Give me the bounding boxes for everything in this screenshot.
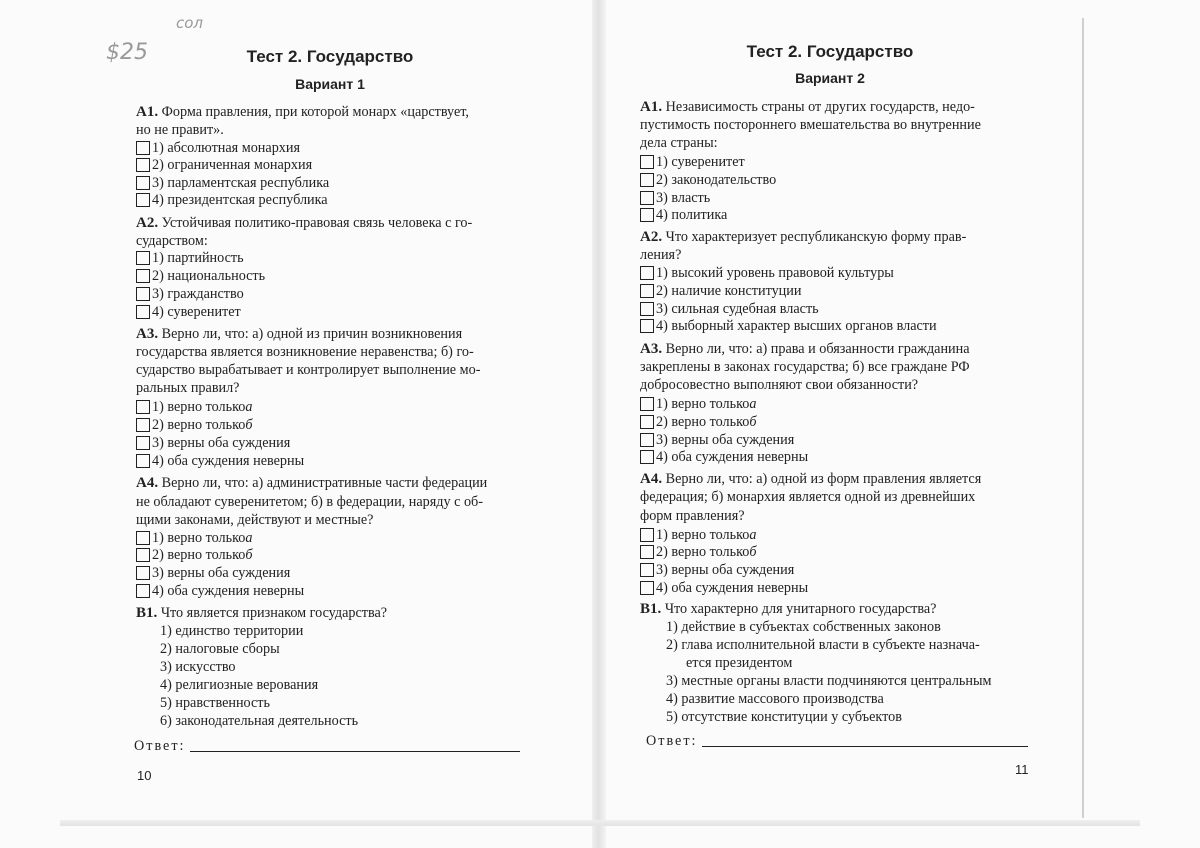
checkbox[interactable] [136,548,150,562]
list-item: 4) религиозные верования [160,677,319,693]
checkbox[interactable] [640,450,654,464]
answer-option[interactable]: 2) ограниченная монархия [136,156,312,174]
checkbox[interactable] [136,436,150,450]
list-item: 4) развитие массового производства [666,691,884,707]
list-item: ется президентом [686,655,793,671]
list-item: 2) налоговые сборы [160,641,280,657]
variant-heading: Вариант 1 [295,76,365,92]
answer-option[interactable]: 3) верны оба суждения [640,431,794,449]
page-number: 11 [1015,762,1029,777]
question-a1: А1. Форма правления, при которой монарх «царствует, [136,104,469,120]
answer-option[interactable]: 1) верно только а [136,529,252,547]
checkbox[interactable] [640,581,654,595]
checkbox[interactable] [640,266,654,280]
list-item: 5) нравственность [160,695,270,711]
question-text: форм правления? [640,508,745,524]
question-a3: А3. Верно ли, что: а) одной из причин возникновения [136,326,463,342]
checkbox[interactable] [136,531,150,545]
checkbox[interactable] [136,400,150,414]
question-b1: В1. Что является признаком государства? [136,605,388,621]
checkbox[interactable] [640,155,654,169]
question-text: государства является возникновение неравенства; б) го- [136,344,474,360]
checkbox[interactable] [136,158,150,172]
question-a2: А2. Устойчивая политико-правовая связь человека с го- [136,215,473,231]
answer-option[interactable]: 2) верно только б [640,543,756,561]
answer-option[interactable]: 1) суверенитет [640,153,745,171]
checkbox[interactable] [640,191,654,205]
checkbox[interactable] [136,418,150,432]
answer-option[interactable]: 1) высокий уровень правовой культуры [640,264,894,282]
answer-option[interactable]: 4) оба суждения неверны [136,582,304,600]
question-text: не обладают суверенитетом; б) в федерации, наряду с об- [136,494,484,510]
checkbox[interactable] [640,173,654,187]
answer-option[interactable]: 3) верны оба суждения [136,434,290,452]
question-text: но не правит». [136,122,224,138]
question-text: пустимость постороннего вмешательства во внутренние [640,117,981,133]
question-text: сударством: [136,233,208,249]
question-text: федерация; б) монархия является одной из древнейших [640,489,976,505]
question-text: добросовестно выполняют свои обязанности? [640,377,919,393]
answer-option[interactable]: 3) власть [640,189,710,207]
checkbox[interactable] [640,208,654,222]
checkbox[interactable] [136,566,150,580]
answer-option[interactable]: 2) законодательство [640,171,776,189]
list-item: 3) искусство [160,659,236,675]
checkbox[interactable] [640,284,654,298]
question-text: щими законами, действуют и местные? [136,512,374,528]
answer-option[interactable]: 3) гражданство [136,285,244,303]
answer-option[interactable]: 1) партийность [136,249,244,267]
question-a2: А2. Что характеризует республиканскую форму прав- [640,229,967,245]
checkbox[interactable] [136,176,150,190]
list-item: 5) отсутствие конституции у субъектов [666,709,902,725]
answer-option[interactable]: 4) оба суждения неверны [136,452,304,470]
question-b1: В1. Что характерно для унитарного государства? [640,601,937,617]
checkbox[interactable] [136,141,150,155]
checkbox[interactable] [640,528,654,542]
checkbox[interactable] [136,193,150,207]
answer-option[interactable]: 3) парламентская республика [136,174,329,192]
question-a4: А4. Верно ли, что: а) административные части федерации [136,475,488,491]
list-item: 1) единство территории [160,623,304,639]
answer-option[interactable]: 2) верно только б [136,546,252,564]
handwritten-note: $25 [106,40,148,65]
answer-option[interactable]: 4) политика [640,206,727,224]
page-edge-bottom [60,820,1140,826]
answer-option[interactable]: 4) выборный характер высших органов власти [640,317,937,335]
checkbox[interactable] [640,397,654,411]
question-text: ления? [640,247,682,263]
checkbox[interactable] [136,269,150,283]
variant-heading: Вариант 2 [795,70,865,86]
question-text: ральных правил? [136,380,240,396]
answer-option[interactable]: 4) суверенитет [136,303,241,321]
answer-option[interactable]: 3) верны оба суждения [136,564,290,582]
handwritten-note: сол [176,14,204,32]
answer-option[interactable]: 1) абсолютная монархия [136,139,300,157]
page-edge [1082,18,1084,818]
list-item: 1) действие в субъектах собственных законов [666,619,941,635]
list-item: 3) местные органы власти подчиняются центральным [666,673,992,689]
page-title: Тест 2. Государство [246,47,414,66]
question-a3: А3. Верно ли, что: а) права и обязанности гражданина [640,341,970,357]
question-text: закреплены в законах государства; б) все граждане РФ [640,359,970,375]
question-text: сударство вырабатывает и контролирует выполнение мо- [136,362,481,378]
answer-option[interactable]: 4) оба суждения неверны [640,448,808,466]
answer-option[interactable]: 3) сильная судебная власть [640,300,819,318]
answer-option[interactable]: 4) президентская республика [136,191,328,209]
checkbox[interactable] [640,319,654,333]
checkbox[interactable] [136,305,150,319]
checkbox[interactable] [136,454,150,468]
answer-option[interactable]: 1) верно только а [136,398,252,416]
answer-option[interactable]: 4) оба суждения неверны [640,579,808,597]
checkbox[interactable] [640,563,654,577]
checkbox[interactable] [640,415,654,429]
checkbox[interactable] [136,251,150,265]
list-item: 2) глава исполнительной власти в субъекте назнача- [666,637,980,653]
answer-option[interactable]: 2) верно только б [136,416,252,434]
checkbox[interactable] [640,433,654,447]
question-text: дела страны: [640,135,718,151]
answer-line[interactable]: Ответ: [134,738,520,755]
answer-option[interactable]: 1) верно только а [640,526,756,544]
checkbox[interactable] [640,302,654,316]
answer-line[interactable]: Ответ: [646,733,1028,750]
answer-option[interactable]: 1) верно только а [640,395,756,413]
question-a1: А1. Независимость страны от других государств, недо- [640,99,975,115]
question-a4: А4. Верно ли, что: а) одной из форм правления является [640,471,982,487]
checkbox[interactable] [136,287,150,301]
checkbox[interactable] [640,545,654,559]
page-title: Тест 2. Государство [746,42,914,61]
book-gutter [592,0,606,848]
list-item: 6) законодательная деятельность [160,713,359,729]
answer-option[interactable]: 2) наличие конституции [640,282,801,300]
checkbox[interactable] [136,584,150,598]
answer-option[interactable]: 3) верны оба суждения [640,561,794,579]
answer-option[interactable]: 2) верно только б [640,413,756,431]
answer-option[interactable]: 2) национальность [136,267,265,285]
page-number: 10 [137,768,152,783]
